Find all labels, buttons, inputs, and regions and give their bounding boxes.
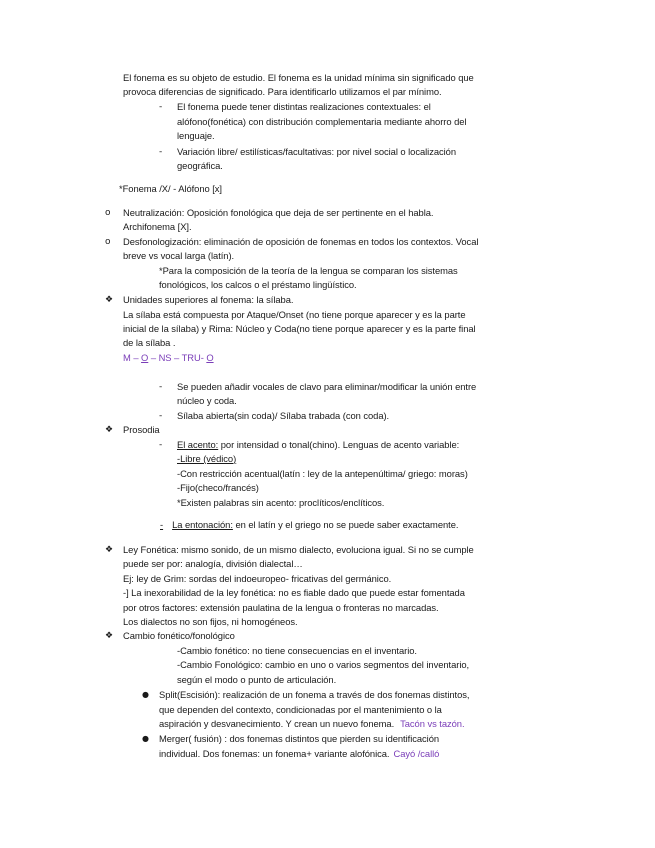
diamond-bullet: ❖ xyxy=(105,425,114,435)
silaba-line-3: de la sílaba . xyxy=(123,337,176,348)
intro-item-1-line-3: lenguaje. xyxy=(177,130,215,141)
silaba-example-part: O xyxy=(206,352,214,363)
acento-libre-text: -Libre (védico xyxy=(177,453,234,464)
merger-text: individual. Dos fonemas: un fonema+ variante alofónica. xyxy=(159,748,390,759)
acento-libre xyxy=(177,453,236,465)
circle-bullet: o xyxy=(105,208,111,218)
acento-line xyxy=(177,439,459,451)
intro-line-1: El fonema es su objeto de estudio. El fonema es la unidad mínima sin significado que xyxy=(123,72,474,83)
silaba-item-1-line-2: núcleo y coda. xyxy=(177,395,237,406)
intro-item-1-line-1: El fonema puede tener distintas realizaciones contextuales: el xyxy=(177,101,431,112)
split-line-2: que dependen del contexto, condicionadas por el mantenimiento o la xyxy=(159,704,442,715)
acento-text: por intensidad o tonal(chino). Lenguas de acento variable: xyxy=(218,439,460,450)
silaba-item-1-line-1: Se pueden añadir vocales de clavo para eliminar/modificar la unión entre xyxy=(177,381,477,392)
intro-line-2: provoca diferencias de significado. Para identificarlo utilizamos el par mínimo. xyxy=(123,86,442,97)
disc-bullet: ● xyxy=(142,690,149,699)
silaba-example-part: – NS – TRU- xyxy=(148,352,207,363)
fonema-note: *Fonema /X/ - Alófono [x] xyxy=(119,183,222,194)
diamond-bullet: ❖ xyxy=(105,631,114,641)
ley-line-4: -] La inexorabilidad de la ley fonética: no es fiable dado que puede estar fomentada xyxy=(123,587,465,598)
dash-bullet: - xyxy=(159,411,163,421)
diamond-bullet: ❖ xyxy=(105,295,114,305)
dash-bullet: - xyxy=(159,147,163,157)
acento-fijo: -Fijo(checo/francés) xyxy=(177,482,259,493)
cambio-title: Cambio fonético/fonológico xyxy=(123,630,235,641)
disc-bullet: ● xyxy=(142,734,149,743)
diamond-bullet: ❖ xyxy=(105,545,114,555)
intro-item-2-line-1: Variación libre/ estilísticas/facultativas: por nivel social o localización xyxy=(177,146,457,157)
neutral-line-2: Archifonema [X]. xyxy=(123,221,192,232)
split-line-1: Split(Escisión): realización de un fonema a través de dos fonemas distintos, xyxy=(159,689,470,700)
desfon-note-2: fonológicos, los calcos o el préstamo lingüístico. xyxy=(159,279,357,290)
silaba-example xyxy=(123,352,214,364)
acento-label: El acento: xyxy=(177,439,219,450)
desfon-line-2: breve vs vocal larga (latín). xyxy=(123,250,235,261)
prosodia-title: Prosodia xyxy=(123,424,160,435)
desfon-line-1: Desfonologización: eliminación de oposición de fonemas en todos los contextos. Vocal xyxy=(123,236,479,247)
silaba-item-2: Sílaba abierta(sin coda)/ Sílaba trabada (con coda). xyxy=(177,410,390,421)
silaba-example-part: M – xyxy=(123,352,142,363)
intro-item-2-line-2: geográfica. xyxy=(177,160,223,171)
ley-line-5: por otros factores: extensión paulatina de la lengua o fronteras no marcadas. xyxy=(123,602,439,613)
acento-libre-paren: ) xyxy=(233,453,237,464)
silaba-line-1: La sílaba está compuesta por Ataque/Onset (no tiene porque aparecer y es la parte xyxy=(123,309,466,320)
dash-bullet: - xyxy=(159,382,163,392)
merger-line-1: Merger( fusión) : dos fonemas distintos que pierden su identificación xyxy=(159,733,440,744)
dash-bullet: - xyxy=(159,102,163,112)
entonacion-label: La entonación: xyxy=(172,519,233,530)
desfon-note-1: *Para la composición de la teoría de la lengua se comparan los sistemas xyxy=(159,265,458,276)
ley-line-6: Los dialectos no son fijos, ni homogéneos. xyxy=(123,616,298,627)
ley-line-2: puede ser por: analogía, división dialectal… xyxy=(123,558,303,569)
cambio-fonetico: -Cambio fonético: no tiene consecuencias en el inventario. xyxy=(177,645,417,656)
silaba-line-2: inicial de la sílaba) y Rima: Núcleo y Coda(no tiene porque aparecer y es la parte final xyxy=(123,323,476,334)
split-line-3 xyxy=(159,718,465,730)
split-text: aspiración y desvanecimiento. Y crean un nuevo fonema. xyxy=(159,718,395,729)
silaba-title: Unidades superiores al fonema: la sílaba. xyxy=(123,294,294,305)
silaba-example-part: O xyxy=(141,352,149,363)
dash-bullet: - xyxy=(159,440,163,450)
intro-item-1-line-2: alófono(fonética) con distribución complementaria mediante ahorro del xyxy=(177,116,467,127)
split-example: Tacón vs tazón. xyxy=(400,718,465,729)
neutral-line-1: Neutralización: Oposición fonológica que deja de ser pertinente en el habla. xyxy=(123,207,434,218)
entonacion-text: en el latín y el griego no se puede saber exactamente. xyxy=(232,519,459,530)
entonacion-dash: - xyxy=(160,519,164,530)
acento-existen: *Existen palabras sin acento: proclíticos/enclíticos. xyxy=(177,497,385,508)
merger-example: Cayó /calló xyxy=(393,748,440,759)
entonacion-line xyxy=(160,519,458,531)
merger-line-2 xyxy=(159,748,439,760)
cambio-fonologico-line-1: -Cambio Fonológico: cambio en uno o varios segmentos del inventario, xyxy=(177,659,470,670)
circle-bullet: o xyxy=(105,237,111,247)
acento-restriccion: -Con restricción acentual(latín : ley de la antepenúltima/ griego: moras) xyxy=(177,468,468,479)
ley-line-3: Ej: ley de Grim: sordas del indoeuropeo- fricativas del germánico. xyxy=(123,573,392,584)
ley-line-1: Ley Fonética: mismo sonido, de un mismo dialecto, evoluciona igual. Si no se cumple xyxy=(123,544,474,555)
cambio-fonologico-line-2: según el modo o punto de articulación. xyxy=(177,674,337,685)
